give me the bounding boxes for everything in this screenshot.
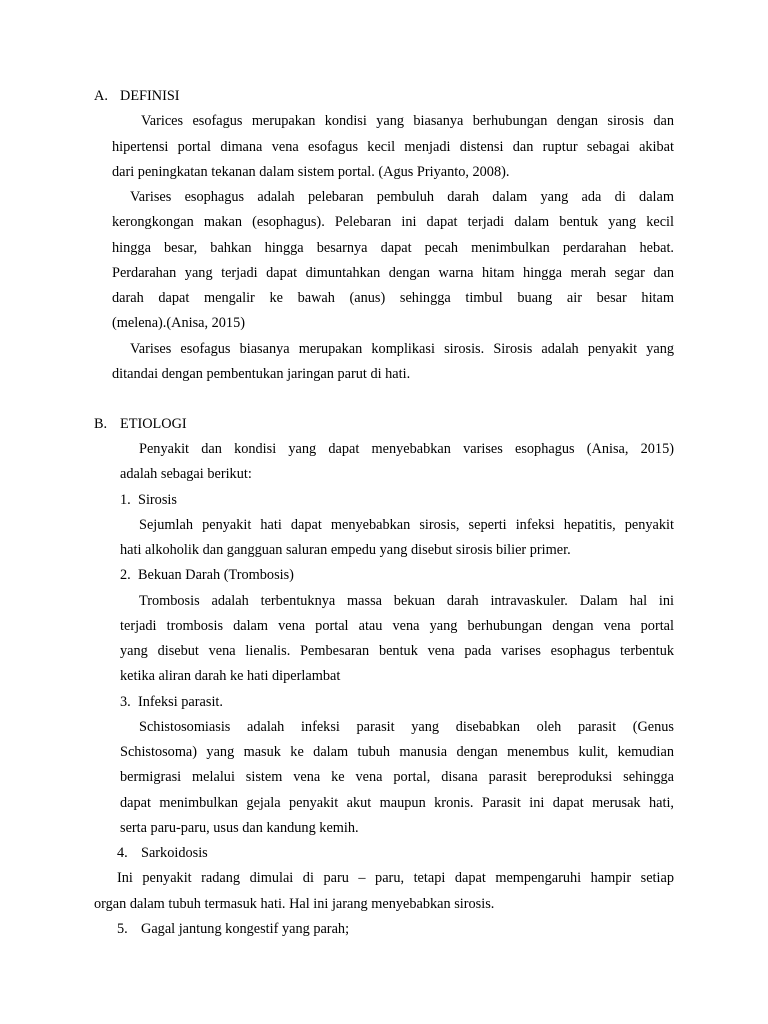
item-4-body-line-2: organ dalam tubuh termasuk hati. Hal ini jarang menyebabkan sirosis. — [94, 896, 495, 912]
list-item-5-title: Gagal jantung kongestif yang parah; — [141, 921, 350, 937]
item-3-body-line-4: dapat menimbulkan gejala penyakit akut maupun kronis. Parasit ini dapat merusak hati, — [120, 795, 674, 811]
list-item-3-title: Infeksi parasit. — [138, 694, 223, 710]
etiologi-intro-line-2: adalah sebagai berikut: — [120, 466, 252, 482]
definisi-p2-line-6: (melena).(Anisa, 2015) — [112, 315, 245, 331]
list-item-4-heading — [117, 846, 208, 860]
definisi-p2-line-3: hingga besar, bahkan hingga besarnya dapat pecah menimbulkan perdarahan hebat. — [112, 240, 674, 256]
item-2-body-line-4: ketika aliran darah ke hati diperlambat — [120, 668, 341, 684]
definisi-p3-line-1: Varises esofagus biasanya merupakan komplikasi sirosis. Sirosis adalah penyakit yang — [130, 341, 674, 357]
item-2-body-line-2: terjadi trombosis dalam vena portal atau vena yang berhubungan dengan vena portal — [120, 618, 674, 634]
list-item-1-heading — [120, 493, 177, 507]
definisi-p2-line-1: Varises esophagus adalah pelebaran pembuluh darah dalam yang ada di dalam — [130, 189, 674, 205]
definisi-p1-line-1: Varices esofagus merupakan kondisi yang biasanya berhubungan dengan sirosis dan — [141, 113, 674, 129]
list-item-5-heading — [117, 922, 349, 936]
list-item-2-number: 2. — [120, 567, 131, 583]
etiologi-intro-line-1: Penyakit dan kondisi yang dapat menyebabkan varises esophagus (Anisa, 2015) — [139, 441, 674, 457]
section-a-heading — [94, 89, 180, 103]
definisi-p1-line-3: dari peningkatan tekanan dalam sistem portal. (Agus Priyanto, 2008). — [112, 164, 510, 180]
list-item-1-number: 1. — [120, 492, 131, 508]
list-item-3-number: 3. — [120, 694, 131, 710]
section-b-title: ETIOLOGI — [120, 416, 187, 432]
section-b-heading — [94, 417, 187, 431]
section-a-label: A. — [94, 88, 108, 104]
definisi-p3-line-2: ditandai dengan pembentukan jaringan parut di hati. — [112, 366, 411, 382]
section-b-label: B. — [94, 416, 108, 432]
item-1-body-line-2: hati alkoholik dan gangguan saluran empedu yang disebut sirosis bilier primer. — [120, 542, 571, 558]
definisi-p1-line-2: hipertensi portal dimana vena esofagus kecil menjadi distensi dan ruptur sebagai akibat — [112, 139, 674, 155]
definisi-p2-line-4: Perdarahan yang terjadi dapat dimuntahkan dengan warna hitam hingga merah segar dan — [112, 265, 674, 281]
definisi-p2-line-5: darah dapat mengalir ke bawah (anus) sehingga timbul buang air besar hitam — [112, 290, 674, 306]
list-item-1-title: Sirosis — [138, 492, 177, 508]
section-a-title: DEFINISI — [120, 88, 180, 104]
item-2-body-line-1: Trombosis adalah terbentuknya massa bekuan darah intravaskuler. Dalam hal ini — [139, 593, 674, 609]
item-1-body-line-1: Sejumlah penyakit hati dapat menyebabkan sirosis, seperti infeksi hepatitis, penyakit — [139, 517, 674, 533]
item-3-body-line-2: Schistosoma) yang masuk ke dalam tubuh manusia dengan menembus kulit, kemudian — [120, 744, 674, 760]
item-2-body-line-3: yang disebut vena lienalis. Pembesaran bentuk vena pada varises esophagus terbentuk — [120, 643, 674, 659]
definisi-p2-line-2: kerongkongan makan (esophagus). Pelebaran ini dapat terjadi dalam bentuk yang kecil — [112, 214, 674, 230]
list-item-2-title: Bekuan Darah (Trombosis) — [138, 567, 294, 583]
item-3-body-line-3: bermigrasi melalui sistem vena ke vena portal, disana parasit bereproduksi sehingga — [120, 769, 674, 785]
item-3-body-line-1: Schistosomiasis adalah infeksi parasit yang disebabkan oleh parasit (Genus — [139, 719, 674, 735]
item-3-body-line-5: serta paru-paru, usus dan kandung kemih. — [120, 820, 359, 836]
list-item-3-heading — [120, 695, 223, 709]
list-item-4-title: Sarkoidosis — [141, 845, 208, 861]
item-4-body-line-1: Ini penyakit radang dimulai di paru – paru, tetapi dapat mempengaruhi hampir setiap — [117, 870, 674, 886]
list-item-4-number: 4. — [117, 845, 128, 861]
list-item-5-number: 5. — [117, 921, 128, 937]
list-item-2-heading — [120, 568, 294, 582]
